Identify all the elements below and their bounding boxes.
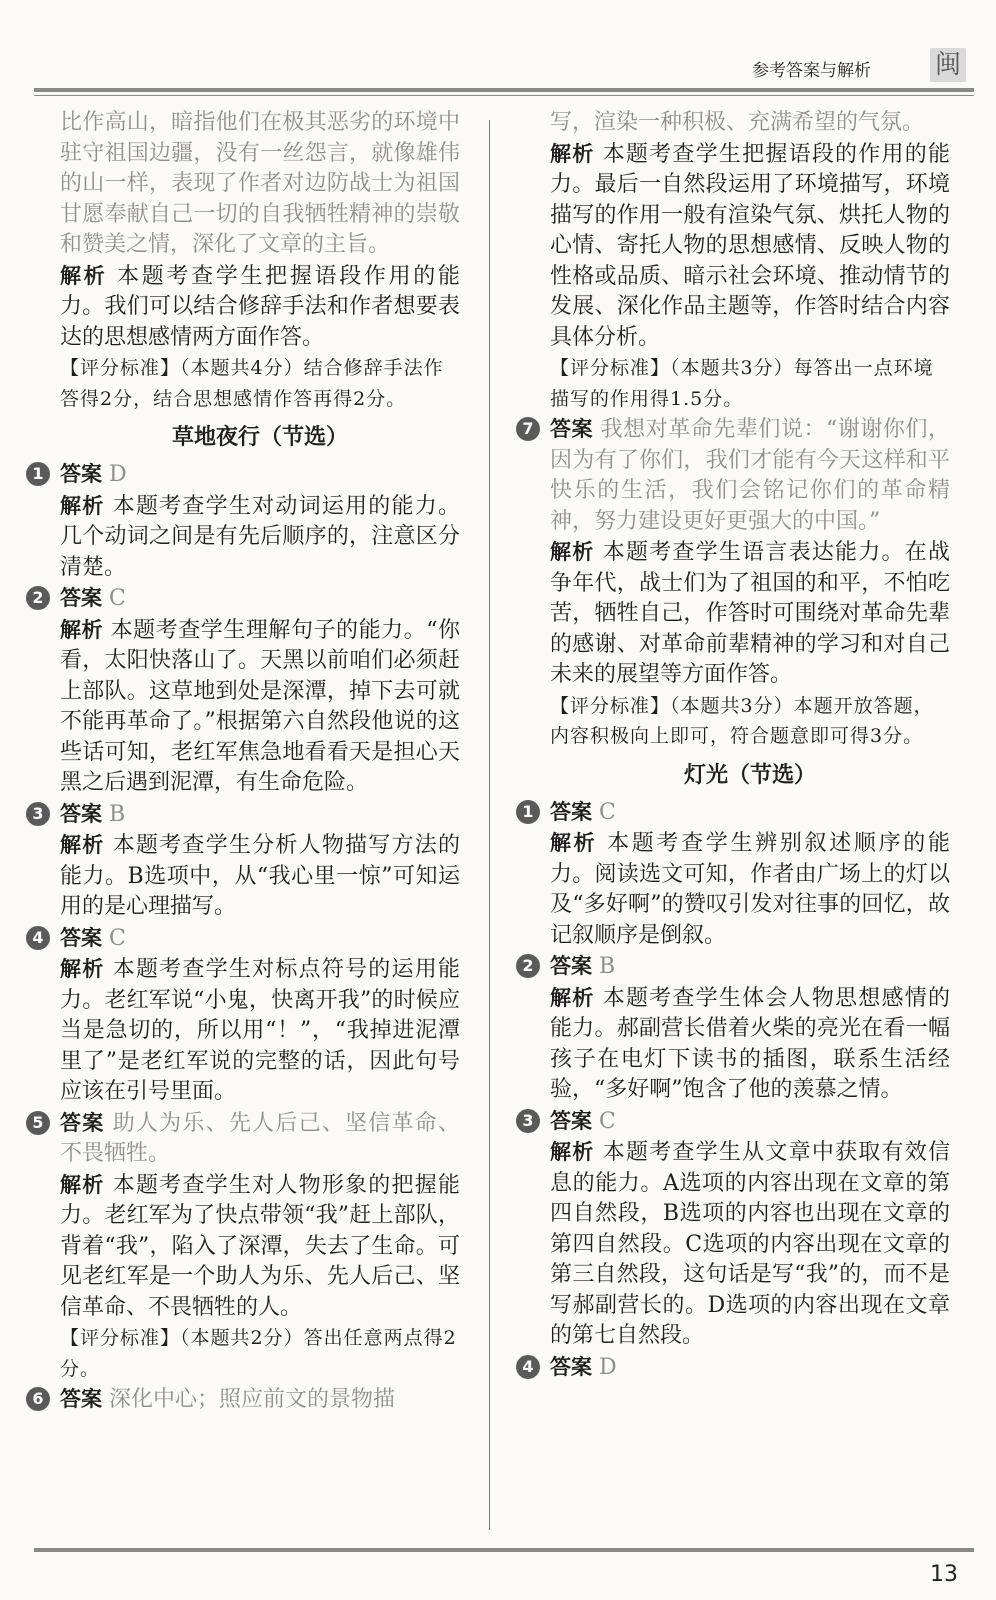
question-number: 2 <box>516 954 540 978</box>
analysis-label: 解析 <box>60 1172 105 1197</box>
answer-label: 答案 <box>550 417 594 441</box>
answer-text: 深化中心；照应前文的景物描 <box>109 1387 396 1412</box>
header-stamp-icon: 闽 <box>930 48 966 82</box>
analysis-label: 解析 <box>550 540 595 564</box>
top-rule-thin <box>34 95 974 96</box>
answer-label: 答案 <box>60 586 102 610</box>
question-number: 5 <box>26 1111 50 1135</box>
scoring-standard: 【评分标准】（本题共3分）本题开放答题，内容积极向上即可，符合题意即可得3分。 <box>550 694 934 747</box>
answer-text: B <box>109 801 126 827</box>
analysis-text: 本题考查学生把握语段的作用的能力。最后一自然段运用了环境描写，环境描写的作用一般有渲染气氛、烘托人物的心情、寄托人物的思想感情、反映人物的性格或品质、暗示社会环境、推动情节的发展、深化作品主题等，作答时结合内容具体分析。 <box>550 141 950 350</box>
question-number: 1 <box>516 800 540 824</box>
question-number: 1 <box>26 462 50 486</box>
answer-label: 答案 <box>60 462 102 486</box>
analysis-text: 本题考查学生分析人物描写方法的能力。B选项中，从“我心里一惊”可知运用的是心理描写。 <box>60 833 460 919</box>
answer-label: 答案 <box>60 801 102 826</box>
question-number: 4 <box>26 926 50 950</box>
continued-answer: 写，渲染一种积极、充满希望的气氛。 <box>550 110 925 135</box>
left-column <box>32 108 461 1416</box>
analysis-text: 本题考查学生体会人物思想感情的能力。郝副营长借着火柴的亮光在看一幅孩子在电灯下读书的插图，联系生活经验，“多好啊”饱含了他的羡慕之情。 <box>550 985 950 1102</box>
header-label: 参考答案与解析 <box>752 61 871 81</box>
analysis-text: 本题考查学生从文章中获取有效信息的能力。A选项的内容出现在文章的第四自然段，B选项的内容也出现在文章的第四自然段。C选项的内容出现在文章的第三自然段，这句话是写“我”的，而不是写郝副营长的。D选项的内容出现在文章的第七自然段。 <box>550 1140 950 1348</box>
answer-text: C <box>599 1108 616 1134</box>
analysis-text: 本题考查学生语言表达能力。在战争年代，战士们为了祖国的和平，不怕吃苦，牺牲自己，作答时可围绕对革命先辈的感谢、对革命前辈精神的学习和对自己未来的展望等方面作答。 <box>550 540 950 687</box>
analysis-text: 本题考查学生把握语段作用的能力。我们可以结合修辞手法和作者想要表达的思想感情两方面作答。 <box>60 263 460 350</box>
answer-text: 助人为乐、先人后己、坚信革命、不畏牺牲。 <box>60 1110 460 1166</box>
analysis-label: 解析 <box>550 1140 595 1164</box>
answer-text: D <box>599 1354 617 1380</box>
analysis-label: 解析 <box>60 833 105 857</box>
answer-text: C <box>109 586 126 611</box>
continued-std: 【评分标准】（本题共3分）每答出一点环境描写的作用得1.5分。 <box>550 357 934 410</box>
section-title-left: 草地夜行（节选） <box>171 425 348 450</box>
analysis-label: 解析 <box>60 263 108 288</box>
question-r4 <box>522 1352 950 1384</box>
answer-label: 答案 <box>550 1108 592 1133</box>
answer-text: C <box>109 925 126 951</box>
question-2 <box>32 583 461 799</box>
answer-label: 答案 <box>550 799 592 824</box>
question-number: 4 <box>516 1355 540 1379</box>
answer-text: 我想对革命先辈们说：“谢谢你们，因为有了你们，我们才能有今天这样和平快乐的生活，我们会铭记你们的革命精神，努力建设更好更强大的中国。” <box>550 417 951 534</box>
analysis-text: 本题考查学生辨别叙述顺序的能力。阅读选文可知，作者由广场上的灯以及“多好啊”的赞叹引发对往事的回忆，故记叙顺序是倒叙。 <box>550 831 950 948</box>
question-7 <box>522 414 951 752</box>
answer-label: 答案 <box>60 1387 102 1411</box>
page-number: 13 <box>930 1562 958 1587</box>
section-title-right: 灯光（节选） <box>683 762 816 788</box>
intro-analysis <box>60 261 460 354</box>
question-3 <box>32 799 460 923</box>
analysis-label: 解析 <box>550 985 595 1010</box>
analysis-label: 解析 <box>550 141 595 166</box>
analysis-label: 解析 <box>550 831 598 855</box>
answer-label: 答案 <box>60 1110 105 1135</box>
answer-label: 答案 <box>550 954 592 978</box>
question-6 <box>32 1384 460 1416</box>
analysis-text: 本题考查学生对标点符号的运用能力。老红军说“小鬼，快离开我”的时候应当是急切的，所以用“！”，“我掉进泥潭里了”是老红军说的完整的话，因此句号应该在引号里面。 <box>60 957 460 1104</box>
column-divider <box>489 120 490 1530</box>
answer-label: 答案 <box>60 925 102 950</box>
question-1 <box>32 459 460 583</box>
analysis-label: 解析 <box>60 493 105 518</box>
question-5 <box>32 1108 460 1385</box>
intro-std: 【评分标准】（本题共4分）结合修辞手法作答得2分，结合思想感情作答再得2分。 <box>60 357 444 410</box>
bottom-rule <box>34 1548 974 1552</box>
answer-text: D <box>109 462 127 487</box>
answer-text: B <box>599 954 616 979</box>
question-number: 3 <box>516 1109 540 1133</box>
question-number: 6 <box>26 1387 50 1411</box>
question-r3 <box>522 1106 950 1352</box>
answer-label: 答案 <box>550 1354 592 1379</box>
answer-text: C <box>599 799 616 825</box>
scoring-standard: 【评分标准】（本题共2分）答出任意两点得2分。 <box>60 1327 457 1380</box>
question-number: 3 <box>26 802 50 826</box>
question-r1 <box>522 797 950 952</box>
question-number: 2 <box>26 586 50 610</box>
question-r2 <box>522 951 950 1106</box>
question-number: 7 <box>516 417 540 441</box>
intro-answer: 比作高山，暗指他们在极其恶劣的环境中驻守祖国边疆，没有一丝怨言，就像雄伟的山一样，表现了作者对边防战士为祖国甘愿奉献自己一切的自我牺牲精神的崇敬和赞美之情，深化了文章的主旨。 <box>60 110 460 257</box>
analysis-label: 解析 <box>60 957 105 981</box>
question-4 <box>32 923 460 1108</box>
right-column <box>522 108 951 1383</box>
analysis-text: 本题考查学生对人物形象的把握能力。老红军为了快点带领“我”赶上部队，背着“我”，陷入了深潭，失去了生命。可见老红军是一个助人为乐、先人后己、坚信革命、不畏牺牲的人。 <box>60 1172 460 1320</box>
analysis-text: 本题考查学生理解句子的能力。“你看，太阳快落山了。天黑以前咱们必须赶上部队。这草地到处是深潭，掉下去可就不能再革命了。”根据第六自然段他说的这些话可知，老红军焦急地看看天是担心天黑之后遇到泥潭，有生命危险。 <box>60 617 461 795</box>
top-rule <box>34 88 974 92</box>
analysis-text: 本题考查学生对动词运用的能力。几个动词之间是有先后顺序的，注意区分清楚。 <box>60 493 460 580</box>
analysis-label: 解析 <box>60 617 104 642</box>
